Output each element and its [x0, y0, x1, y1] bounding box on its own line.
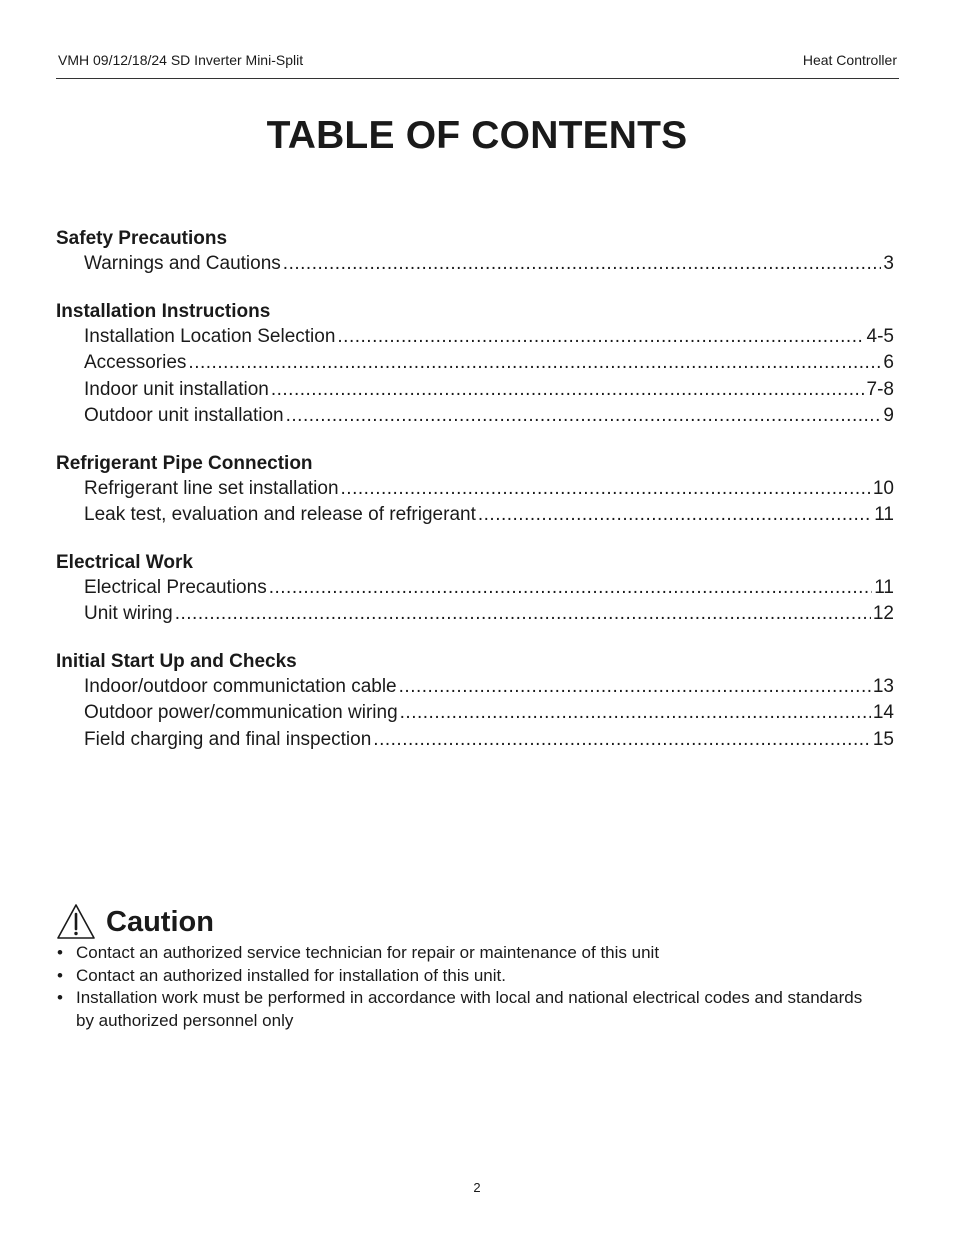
caution-list	[56, 942, 876, 1032]
toc-entry[interactable]	[56, 377, 894, 404]
toc-leader-dots	[341, 476, 871, 503]
toc-leader-dots	[478, 502, 872, 529]
toc-leader-dots	[399, 674, 871, 701]
header-document-title: VMH 09/12/18/24 SD Inverter Mini-Split	[58, 52, 304, 68]
toc-section-title: Electrical Work	[56, 551, 193, 573]
caution-item: • Installation work must be performed in accordance with local and national electrical codes and standards by authorized personnel only	[56, 987, 876, 1032]
toc-leader-dots	[188, 350, 881, 377]
toc-entry-page: 4-5	[866, 325, 894, 347]
toc-section-title: Safety Precautions	[56, 228, 228, 249]
toc-section-installation-instructions	[56, 299, 894, 430]
page-header	[56, 52, 899, 79]
toc-entry-page: 12	[872, 603, 894, 624]
toc-entry-page: 11	[874, 576, 894, 598]
caution-item: • Contact an authorized service technician for repair or maintenance of this unit	[56, 942, 876, 965]
toc-entry-page: 15	[872, 728, 894, 750]
toc-entry[interactable]	[56, 700, 894, 727]
toc-section-title: Refrigerant Pipe Connection	[56, 452, 313, 474]
toc-entry-label: Electrical Precautions	[84, 576, 267, 598]
toc-section-refrigerant-pipe-connection	[56, 451, 894, 529]
toc-entry[interactable]	[56, 251, 894, 278]
toc-entry[interactable]	[56, 601, 894, 628]
toc-entry[interactable]	[56, 350, 894, 377]
toc-entry-label: Leak test, evaluation and release of refrigerant	[84, 504, 476, 525]
toc-entry-page: 10	[872, 477, 894, 499]
toc-entry-label: Warnings and Cautions	[84, 253, 281, 274]
toc-entry-label: Indoor/outdoor communictation cable	[84, 675, 397, 697]
toc-section-electrical-work	[56, 550, 894, 628]
toc-leader-dots	[400, 700, 871, 727]
toc-entry-label: Indoor unit installation	[84, 378, 269, 400]
toc-leader-dots	[337, 324, 864, 351]
toc-entry-label: Field charging and final inspection	[84, 728, 372, 750]
header-company-name: Heat Controller	[802, 52, 897, 68]
caution-box	[56, 902, 876, 1032]
table-of-contents	[56, 226, 894, 774]
toc-entry[interactable]	[56, 674, 894, 701]
toc-entry-label: Refrigerant line set installation	[84, 477, 339, 499]
toc-leader-dots	[286, 403, 882, 430]
page-number: 2	[473, 1180, 481, 1195]
toc-entry-page: 7-8	[866, 378, 894, 400]
toc-leader-dots	[283, 251, 882, 278]
caution-item: • Contact an authorized installed for installation of this unit.	[56, 965, 876, 988]
toc-entry-page: 3	[883, 253, 894, 274]
toc-entry-page: 9	[883, 405, 894, 426]
toc-entry-page: 13	[872, 675, 894, 697]
caution-header	[56, 902, 876, 942]
toc-entry-label: Accessories	[84, 352, 187, 373]
toc-entry-label: Installation Location Selection	[84, 325, 336, 347]
toc-entry-page: 11	[874, 504, 894, 525]
caution-title: Caution	[106, 905, 214, 938]
toc-leader-dots	[373, 727, 871, 754]
toc-entry[interactable]	[56, 727, 894, 754]
toc-leader-dots	[175, 601, 871, 628]
toc-entry-page: 14	[872, 702, 894, 723]
toc-section-title: Installation Instructions	[56, 300, 271, 322]
toc-leader-dots	[269, 575, 873, 602]
toc-entry[interactable]	[56, 403, 894, 430]
toc-section-initial-start-up	[56, 649, 894, 754]
warning-triangle-icon	[56, 903, 96, 941]
toc-section-safety-precautions	[56, 226, 894, 278]
toc-section-title: Initial Start Up and Checks	[56, 650, 297, 672]
toc-entry-label: Outdoor unit installation	[84, 405, 284, 426]
toc-entry[interactable]	[56, 476, 894, 503]
toc-entry[interactable]	[56, 502, 894, 529]
toc-entry-label: Unit wiring	[84, 603, 173, 624]
toc-entry[interactable]	[56, 575, 894, 602]
toc-leader-dots	[271, 377, 865, 404]
toc-entry-page: 6	[883, 352, 894, 373]
page-title: TABLE OF CONTENTS	[266, 114, 688, 157]
toc-entry[interactable]	[56, 324, 894, 351]
toc-entry-label: Outdoor power/communication wiring	[84, 702, 398, 723]
